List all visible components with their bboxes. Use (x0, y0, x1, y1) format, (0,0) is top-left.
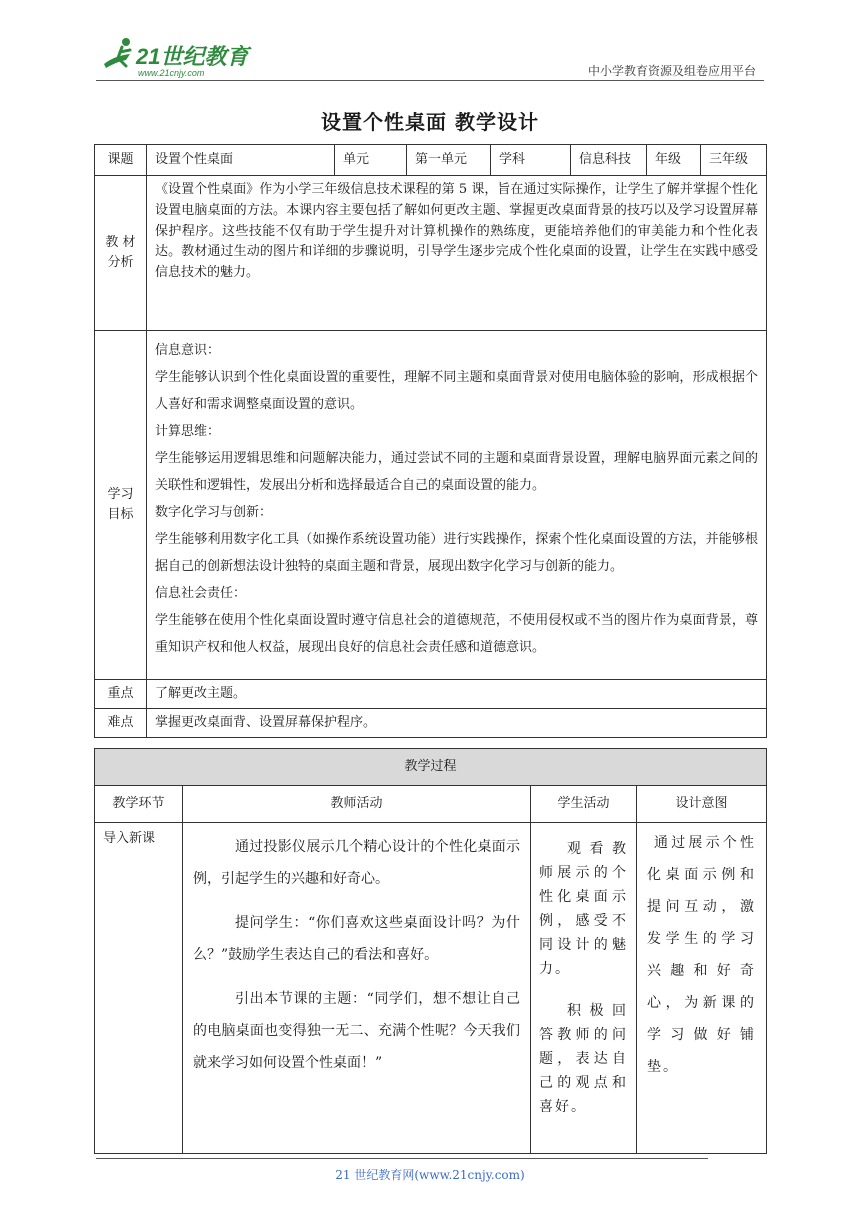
objective-heading: 信息社会责任： (155, 586, 247, 601)
footer-text: 21 世纪教育网(www.21cnjy.com) (335, 1168, 525, 1182)
col-stage: 教学环节 (95, 786, 183, 823)
material-row (95, 176, 767, 331)
student-step: 积极回答教师的问题，表达自己的观点和喜好。 (539, 1003, 628, 1115)
brand-logo (96, 34, 266, 80)
key-point-text: 了解更改主题。 (147, 680, 767, 709)
objective-text: 学生能够认识到个性化桌面设置的重要性，理解不同主题和桌面背景对使用电脑体验的影响，形成根据个人喜好和需求调整桌面设置的意识。 (155, 370, 758, 412)
objective-text: 学生能够运用逻辑思维和问题解决能力，通过尝试不同的主题和桌面背景设置，理解电脑界面元素之间的关联性和逻辑性，发展出分析和选择最适合自己的桌面设置的能力。 (155, 451, 758, 493)
unit-value: 第一单元 (407, 145, 491, 176)
key-point-label: 重点 (95, 680, 147, 709)
objective-heading: 信息意识： (155, 343, 221, 358)
footer-divider (96, 1158, 708, 1159)
teacher-step: 提问学生：“你们喜欢这些桌面设计吗？为什么？”鼓励学生表达自己的看法和喜好。 (193, 915, 520, 963)
document-title: 设置个性桌面 教学设计 (321, 110, 539, 134)
objectives-content (147, 331, 767, 680)
objective-heading: 数字化学习与创新： (155, 505, 273, 520)
runner-logo-icon (96, 34, 266, 80)
design-intent: 通过展示个性化桌面示例和提问互动，激发学生的学习兴趣和好奇心，为新课的学习做好铺垫。 (637, 823, 767, 1154)
process-row (95, 823, 767, 1154)
material-text: 《设置个性桌面》作为小学三年级信息技术课程的第 5 课，旨在通过实际操作，让学生了解并掌握个性化设置电脑桌面的方法。本课内容主要包括了解如何更改主题、掌握更改桌面背景的技巧以及学习设置屏幕保护程序。这些技能不仅有助于学生提升对计算机操作的熟练度，更能培养他们的审美能力和个性化表达。教材通过生动的图片和详细的步骤说明，引导学生逐步完成个性化桌面的设置，让学生在实践中感受信息技术的魅力。 (147, 176, 767, 331)
objective-text: 学生能够利用数字化工具（如操作系统设置功能）进行实践操作，探索个性化桌面设置的方法，并能够根据自己的创新想法设计独特的桌面主题和背景，展现出数字化学习与创新的能力。 (155, 532, 758, 574)
teacher-activity (183, 823, 531, 1154)
stage-name: 导入新课 (95, 823, 183, 1154)
key-point-row (95, 680, 767, 709)
header-divider (96, 80, 764, 81)
teaching-process-table (94, 748, 767, 1154)
unit-label: 单元 (335, 145, 407, 176)
objective-text: 学生能够在使用个性化桌面设置时遵守信息社会的道德规范，不使用侵权或不当的图片作为桌面背景，尊重知识产权和他人权益，展现出良好的信息社会责任感和道德意识。 (155, 613, 758, 655)
teacher-step: 引出本节课的主题：“同学们，想不想让自己的电脑桌面也变得独一无二、充满个性呢？今天我们就来学习如何设置个性桌面！” (193, 991, 520, 1071)
grade-label: 年级 (647, 145, 701, 176)
grade-value: 三年级 (701, 145, 767, 176)
objectives-row (95, 331, 767, 680)
course-value: 设置个性桌面 (147, 145, 335, 176)
objective-heading: 计算思维： (155, 424, 221, 439)
material-label: 教 材 分析 (95, 176, 147, 331)
logo-text: 21世纪教育 (136, 44, 249, 69)
student-activity (531, 823, 637, 1154)
col-teacher: 教师活动 (183, 786, 531, 823)
objectives-label: 学习 目标 (95, 331, 147, 680)
course-label: 课题 (95, 145, 147, 176)
logo-url: www.21cnjy.com (138, 68, 205, 78)
difficulty-text: 掌握更改桌面背、设置屏幕保护程序。 (147, 709, 767, 738)
teacher-step: 通过投影仪展示几个精心设计的个性化桌面示例，引起学生的兴趣和好奇心。 (193, 839, 520, 887)
student-step: 观看教师展示的个性化桌面示例，感受不同设计的魅力。 (539, 841, 628, 977)
subject-label: 学科 (491, 145, 571, 176)
subject-value: 信息科技 (571, 145, 647, 176)
platform-name: 中小学教育资源及组卷应用平台 (587, 64, 756, 78)
difficulty-label: 难点 (95, 709, 147, 738)
col-student: 学生活动 (531, 786, 637, 823)
col-design: 设计意图 (637, 786, 767, 823)
info-row (95, 145, 767, 176)
process-section-title: 教学过程 (95, 749, 767, 786)
lesson-info-table (94, 144, 767, 738)
difficulty-row (95, 709, 767, 738)
process-column-headers (95, 786, 767, 823)
